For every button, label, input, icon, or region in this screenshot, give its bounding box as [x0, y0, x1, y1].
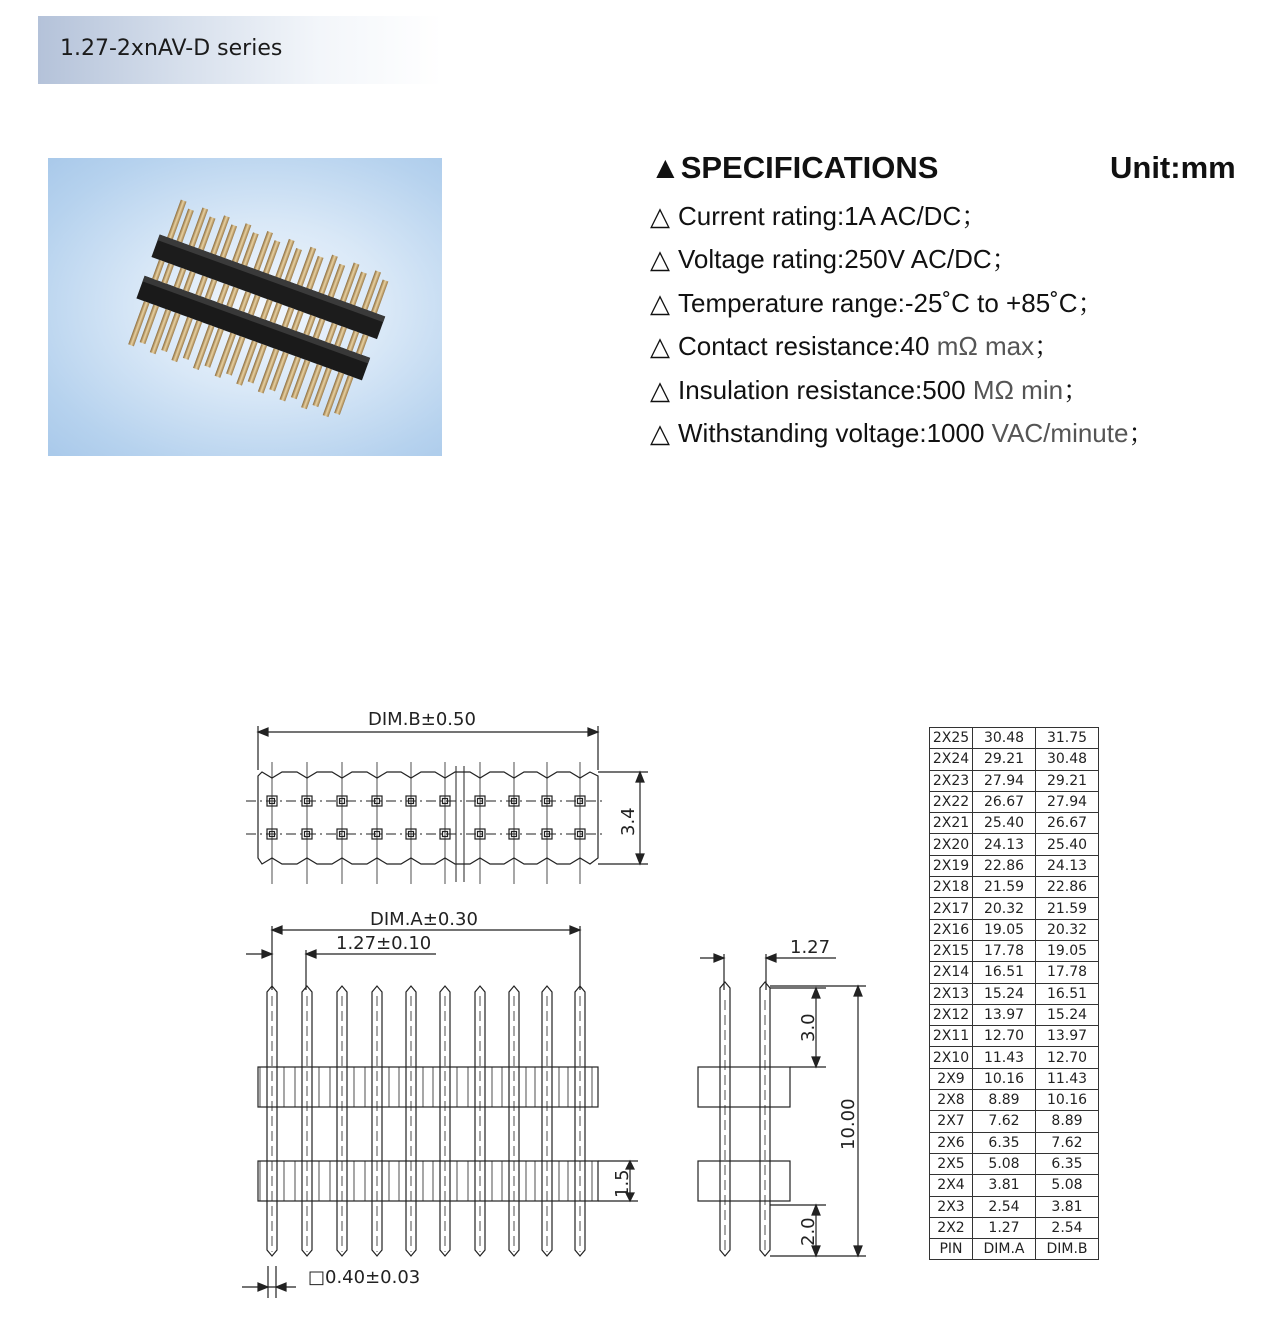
table-row	[930, 877, 1099, 898]
table-cell: 16.51	[973, 962, 1036, 983]
dimension-table	[929, 727, 1099, 1260]
table-cell: 2X7	[930, 1111, 973, 1132]
table-cell: 29.21	[1036, 770, 1099, 791]
table-row	[930, 1239, 1099, 1260]
table-cell: 2X22	[930, 791, 973, 812]
table-cell: 2X9	[930, 1068, 973, 1089]
table-cell: 2.54	[1036, 1217, 1099, 1238]
table-cell: 22.86	[973, 855, 1036, 876]
table-row	[930, 1217, 1099, 1238]
spec-label: Withstanding voltage:1000	[678, 418, 992, 448]
triangle-bullet-icon: △	[650, 287, 670, 318]
spec-item	[650, 283, 1104, 320]
table-cell: 11.43	[1036, 1068, 1099, 1089]
triangle-bullet-icon: △	[650, 331, 670, 362]
table-cell: 19.05	[1036, 940, 1099, 961]
table-cell: 16.51	[1036, 983, 1099, 1004]
table-cell: 2X15	[930, 940, 973, 961]
dim-a-label: DIM.A±0.30	[370, 909, 478, 930]
spec-end: ；	[1034, 331, 1061, 362]
table-cell: 17.78	[1036, 962, 1099, 983]
table-row	[930, 1196, 1099, 1217]
table-cell: 2X12	[930, 1004, 973, 1025]
side-total-label: 10.00	[838, 1098, 859, 1150]
table-cell: 6.35	[1036, 1153, 1099, 1174]
table-cell: 6.35	[973, 1132, 1036, 1153]
table-cell: 13.97	[973, 1004, 1036, 1025]
table-row	[930, 1111, 1099, 1132]
table-row	[930, 1004, 1099, 1025]
table-cell: 2X4	[930, 1175, 973, 1196]
table-cell: DIM.B	[1036, 1239, 1099, 1260]
table-cell: 20.32	[973, 898, 1036, 919]
table-cell: 12.70	[1036, 1047, 1099, 1068]
table-cell: 31.75	[1036, 728, 1099, 749]
pin-size-label: □0.40±0.03	[308, 1267, 421, 1288]
table-cell: 2X23	[930, 770, 973, 791]
table-row	[930, 940, 1099, 961]
table-cell: 30.48	[973, 728, 1036, 749]
side-bottom-label: 2.0	[798, 1217, 819, 1246]
triangle-bullet-icon: △	[650, 418, 670, 448]
table-cell: 10.16	[973, 1068, 1036, 1089]
insulator-label: 1.5	[612, 1169, 633, 1198]
spec-label: Voltage rating:250V AC/DC	[678, 244, 992, 275]
table-cell: 11.43	[973, 1047, 1036, 1068]
spec-label: Temperature range:-25˚C to +85˚C	[678, 287, 1078, 318]
table-cell: 21.59	[973, 877, 1036, 898]
front-view	[242, 909, 638, 1298]
table-cell: 26.67	[973, 791, 1036, 812]
spec-item	[650, 239, 1018, 276]
spec-item	[650, 196, 987, 233]
pitch-label: 1.27±0.10	[336, 933, 432, 954]
table-row	[930, 919, 1099, 940]
table-row	[930, 834, 1099, 855]
table-cell: 12.70	[973, 1026, 1036, 1047]
table-cell: 10.16	[1036, 1090, 1099, 1111]
spec-item	[650, 413, 1154, 450]
triangle-bullet-icon: △	[650, 201, 670, 231]
top-view	[246, 709, 648, 884]
table-cell: 27.94	[1036, 791, 1099, 812]
table-row	[930, 1068, 1099, 1089]
table-row	[930, 1153, 1099, 1174]
spec-value: mΩ max	[936, 331, 1035, 362]
table-cell: 8.89	[1036, 1111, 1099, 1132]
height-label: 3.4	[618, 807, 639, 836]
table-cell: 2X24	[930, 749, 973, 770]
spec-end: ；	[1077, 287, 1104, 318]
table-cell: 2X5	[930, 1153, 973, 1174]
table-cell: 24.13	[1036, 855, 1099, 876]
dim-b-label: DIM.B±0.50	[368, 709, 476, 730]
table-row	[930, 1175, 1099, 1196]
table-cell: 3.81	[973, 1175, 1036, 1196]
heading-triangle-icon: ▲	[650, 150, 681, 185]
series-title-bar	[38, 16, 443, 84]
product-photo	[48, 158, 442, 456]
table-cell: 15.24	[973, 983, 1036, 1004]
table-cell: 21.59	[1036, 898, 1099, 919]
table-cell: 2X2	[930, 1217, 973, 1238]
table-cell: 26.67	[1036, 813, 1099, 834]
technical-drawing	[236, 700, 876, 1300]
table-cell: 2X14	[930, 962, 973, 983]
table-cell: 3.81	[1036, 1196, 1099, 1217]
table-cell: 27.94	[973, 770, 1036, 791]
table-cell: 17.78	[973, 940, 1036, 961]
table-cell: 2X10	[930, 1047, 973, 1068]
spec-value: MΩ min	[972, 374, 1064, 405]
table-cell: 2X16	[930, 919, 973, 940]
table-cell: 1.27	[973, 1217, 1036, 1238]
table-cell: 20.32	[1036, 919, 1099, 940]
triangle-bullet-icon: △	[650, 244, 670, 275]
table-row	[930, 813, 1099, 834]
table-cell: 2X20	[930, 834, 973, 855]
table-cell: 15.24	[1036, 1004, 1099, 1025]
table-row	[930, 1132, 1099, 1153]
table-cell: 2X18	[930, 877, 973, 898]
table-cell: DIM.A	[973, 1239, 1036, 1260]
table-cell: 2X19	[930, 855, 973, 876]
table-cell: 25.40	[973, 813, 1036, 834]
table-cell: 19.05	[973, 919, 1036, 940]
spec-label: Insulation resistance:500	[678, 374, 973, 405]
table-row	[930, 1047, 1099, 1068]
side-pitch-label: 1.27	[790, 937, 831, 958]
table-cell: 5.08	[973, 1153, 1036, 1174]
table-row	[930, 791, 1099, 812]
pin-header-illustration	[48, 158, 442, 456]
table-cell: 22.86	[1036, 877, 1099, 898]
table-row	[930, 898, 1099, 919]
spec-label: Contact resistance:40	[678, 331, 937, 362]
side-view	[698, 937, 866, 1256]
table-cell: 25.40	[1036, 834, 1099, 855]
table-cell: 2X8	[930, 1090, 973, 1111]
series-title: 1.27-2xnAV-D series	[60, 36, 283, 61]
table-cell: 2X3	[930, 1196, 973, 1217]
table-cell: 2X13	[930, 983, 973, 1004]
table-row	[930, 1090, 1099, 1111]
triangle-bullet-icon: △	[650, 374, 670, 405]
table-row	[930, 855, 1099, 876]
specifications-heading: ▲SPECIFICATIONS	[650, 150, 939, 185]
table-cell: 24.13	[973, 834, 1036, 855]
spec-end: ；	[961, 201, 988, 231]
table-cell: 2.54	[973, 1196, 1036, 1217]
table-cell: 2X21	[930, 813, 973, 834]
table-cell: 5.08	[1036, 1175, 1099, 1196]
table-row	[930, 1026, 1099, 1047]
table-row	[930, 962, 1099, 983]
table-cell: 7.62	[1036, 1132, 1099, 1153]
table-cell: 13.97	[1036, 1026, 1099, 1047]
table-row	[930, 749, 1099, 770]
spec-end: ；	[991, 244, 1018, 275]
table-cell: 2X25	[930, 728, 973, 749]
spec-end: ；	[1063, 374, 1090, 405]
spec-item	[650, 326, 1060, 363]
table-cell: 7.62	[973, 1111, 1036, 1132]
side-top-label: 3.0	[798, 1013, 819, 1042]
table-cell: PIN	[930, 1239, 973, 1260]
table-row	[930, 983, 1099, 1004]
spec-item	[650, 370, 1089, 407]
spec-end: ；	[1128, 418, 1155, 448]
spec-value: VAC/minute	[991, 418, 1129, 448]
spec-label: Current rating:1A AC/DC	[678, 201, 962, 231]
table-cell: 2X17	[930, 898, 973, 919]
table-cell: 8.89	[973, 1090, 1036, 1111]
table-row	[930, 770, 1099, 791]
table-cell: 2X11	[930, 1026, 973, 1047]
unit-label: Unit:mm	[1110, 150, 1236, 185]
table-cell: 2X6	[930, 1132, 973, 1153]
table-row	[930, 728, 1099, 749]
table-cell: 30.48	[1036, 749, 1099, 770]
table-cell: 29.21	[973, 749, 1036, 770]
